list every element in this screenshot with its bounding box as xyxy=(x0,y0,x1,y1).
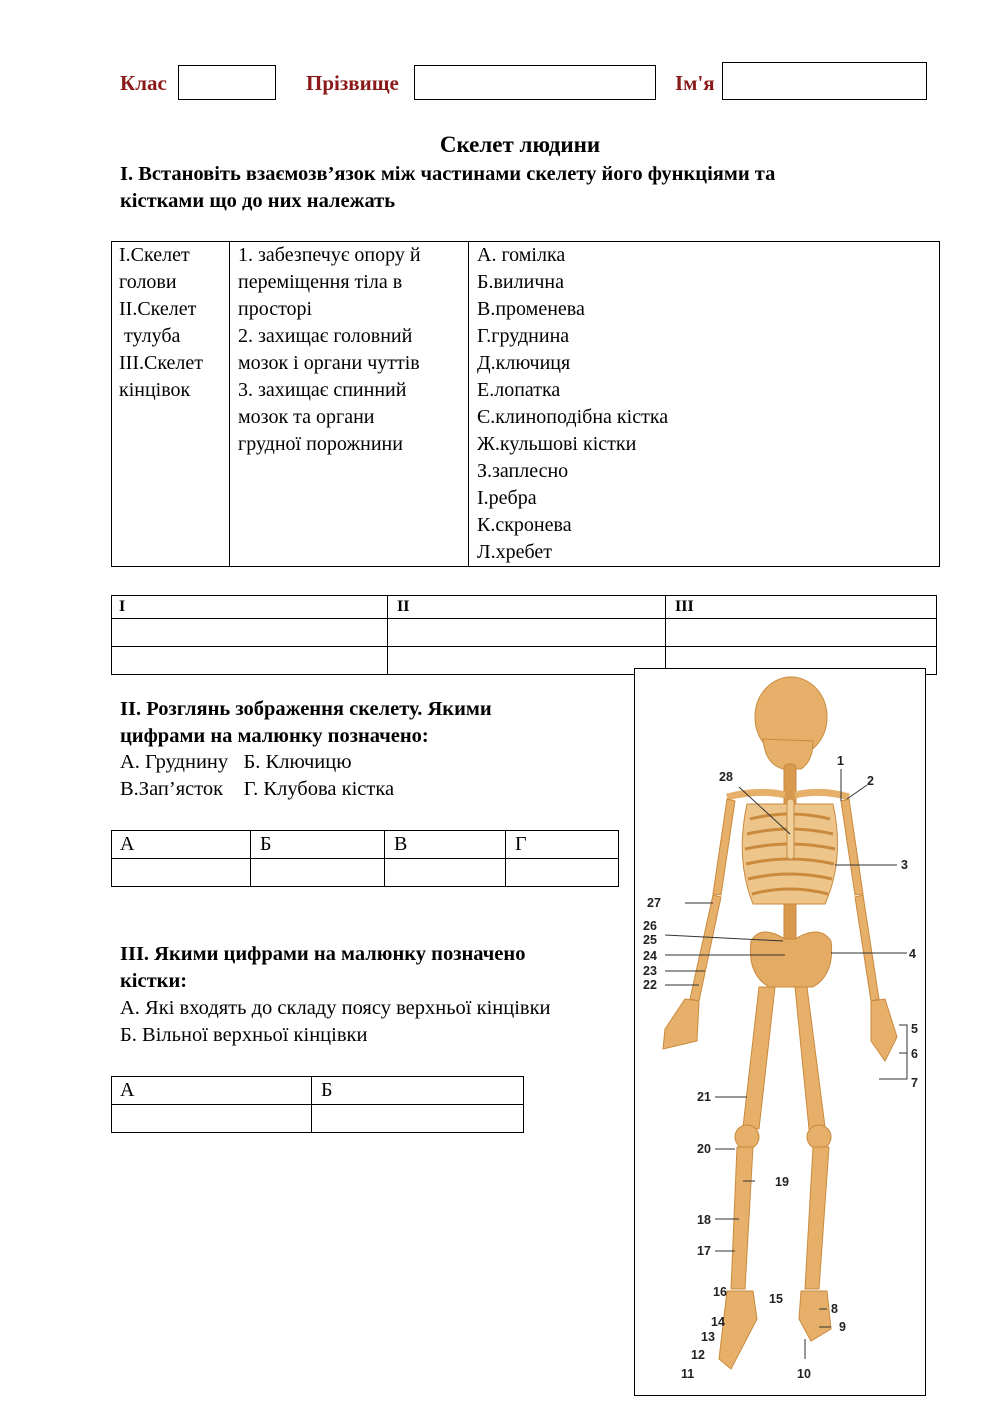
function-line: мозок і органи чуттів xyxy=(238,352,420,374)
parts-cell xyxy=(112,242,230,567)
label-22: 22 xyxy=(643,978,657,992)
part-line: ІІІ.Скелет xyxy=(119,352,204,374)
function-line: переміщення тіла в xyxy=(238,271,403,293)
task2-header-g: Г xyxy=(506,831,619,859)
bones-cell xyxy=(469,242,940,567)
label-28: 28 xyxy=(719,770,733,784)
answer-cell[interactable] xyxy=(112,619,388,647)
bone-option: І.ребра xyxy=(477,487,537,509)
label-17: 17 xyxy=(697,1244,711,1258)
task2-heading-line1: ІІ. Розглянь зображення скелету. Якими xyxy=(120,698,492,720)
label-26: 26 xyxy=(643,919,657,933)
part-line: голови xyxy=(119,271,177,293)
answer-cell[interactable] xyxy=(385,859,506,887)
surname-label: Прізвище xyxy=(306,71,399,95)
left-humerus xyxy=(713,799,735,895)
function-line: мозок та органи xyxy=(238,406,375,428)
class-label: Клас xyxy=(120,71,167,95)
label-1: 1 xyxy=(837,754,844,768)
task2-line1: А. Груднину Б. Ключицю xyxy=(120,751,352,773)
answer-input[interactable] xyxy=(318,1108,517,1129)
task2-header-a: А xyxy=(112,831,251,859)
label-23: 23 xyxy=(643,964,657,978)
label-24: 24 xyxy=(643,949,657,963)
class-input[interactable] xyxy=(178,65,276,100)
task3-header-a: А xyxy=(112,1077,312,1105)
answer-header-2: ІІ xyxy=(388,596,666,619)
label-14: 14 xyxy=(711,1315,725,1329)
label-8: 8 xyxy=(831,1302,838,1316)
sternum-shape xyxy=(787,799,794,859)
label-12: 12 xyxy=(691,1348,705,1362)
right-forearm xyxy=(855,895,879,1001)
label-3: 3 xyxy=(901,858,908,872)
answer-cell[interactable] xyxy=(312,1105,524,1133)
bone-option: К.скронева xyxy=(477,514,572,536)
matching-table xyxy=(111,241,940,567)
answer-cell[interactable] xyxy=(112,1105,312,1133)
answer-cell[interactable] xyxy=(112,859,251,887)
task3-line2: Б. Вільної верхньої кінцівки xyxy=(120,1024,368,1046)
label-16: 16 xyxy=(713,1285,727,1299)
skeleton-illustration xyxy=(635,669,925,1395)
part-line: кінцівок xyxy=(119,379,191,401)
name-label: Ім'я xyxy=(675,71,715,95)
answer-input[interactable] xyxy=(118,650,381,671)
bone-option: Д.ключиця xyxy=(477,352,571,374)
answer-input[interactable] xyxy=(672,622,930,643)
answer-input[interactable] xyxy=(118,1108,305,1129)
right-femur xyxy=(795,987,825,1129)
answer-cell[interactable] xyxy=(112,647,388,675)
answer-cell[interactable] xyxy=(666,619,937,647)
task3-heading-line1: ІІІ. Якими цифрами на малюнку позначено xyxy=(120,943,526,965)
function-line: грудної порожнини xyxy=(238,433,403,455)
answer-cell[interactable] xyxy=(251,859,385,887)
label-4: 4 xyxy=(909,947,916,961)
bone-option: В.променева xyxy=(477,298,585,320)
name-input[interactable] xyxy=(722,62,927,100)
right-shin xyxy=(805,1147,829,1289)
answer-input[interactable] xyxy=(118,622,381,643)
task2-header-v: В xyxy=(385,831,506,859)
bone-option: Г.груднина xyxy=(477,325,570,347)
answer-input[interactable] xyxy=(118,862,244,883)
bone-option: Е.лопатка xyxy=(477,379,561,401)
answer-cell[interactable] xyxy=(506,859,619,887)
functions-cell xyxy=(230,242,469,567)
task3-heading-line2: кістки: xyxy=(120,970,188,992)
label-18: 18 xyxy=(697,1213,711,1227)
label-9: 9 xyxy=(839,1320,846,1334)
left-hand xyxy=(663,999,699,1049)
label-11: 11 xyxy=(681,1367,695,1381)
label-6: 6 xyxy=(911,1047,918,1061)
bone-option: З.заплесно xyxy=(477,460,569,482)
page-title: Скелет людини xyxy=(439,132,601,157)
right-humerus xyxy=(841,799,863,895)
answer-input[interactable] xyxy=(512,862,612,883)
answer-header-1: І xyxy=(112,596,388,619)
function-line: просторі xyxy=(238,298,313,320)
task2-heading-line2: цифрами на малюнку позначено: xyxy=(120,725,429,747)
left-shin xyxy=(731,1147,753,1289)
task1-heading-line1: І. Встановіть взаємозв’язок між частинами скелету його функціями та xyxy=(120,163,776,185)
task2-line2: В.Зап’ясток Г. Клубова кістка xyxy=(120,778,395,800)
label-27: 27 xyxy=(647,896,661,910)
task1-answer-table xyxy=(111,595,937,675)
right-foot xyxy=(799,1291,831,1341)
task3-line1: А. Які входять до складу поясу верхньої кінцівки xyxy=(120,997,551,1019)
left-foot xyxy=(719,1291,757,1369)
answer-header-3: ІІІ xyxy=(666,596,937,619)
label-13: 13 xyxy=(701,1330,715,1344)
bone-option: А. гомілка xyxy=(477,244,566,266)
left-knee xyxy=(735,1125,759,1149)
task3-header-b: Б xyxy=(312,1077,524,1105)
left-clavicle xyxy=(727,792,785,797)
task2-header-b: Б xyxy=(251,831,385,859)
bone-option: Б.вилична xyxy=(477,271,564,293)
skeleton-figure xyxy=(634,668,926,1396)
task3-answer-table xyxy=(111,1076,524,1133)
part-line: тулуба xyxy=(119,325,181,347)
bone-option: Ж.кульшові кістки xyxy=(477,433,637,455)
label-2: 2 xyxy=(867,774,874,788)
label-5: 5 xyxy=(911,1022,918,1036)
label-7: 7 xyxy=(911,1076,918,1090)
task1-heading-line2: кістками що до них належать xyxy=(120,190,396,212)
right-knee xyxy=(807,1125,831,1149)
answer-input[interactable] xyxy=(394,650,659,671)
right-hand xyxy=(871,999,897,1061)
skeleton-body xyxy=(663,677,897,1369)
surname-input[interactable] xyxy=(414,65,656,100)
label-10: 10 xyxy=(797,1367,811,1381)
part-line: ІІ.Скелет xyxy=(119,298,197,320)
answer-cell[interactable] xyxy=(388,619,666,647)
left-femur xyxy=(743,987,775,1129)
answer-input[interactable] xyxy=(391,862,499,883)
function-line: 3. захищає спинний xyxy=(238,379,407,401)
function-line: 1. забезпечує опору й xyxy=(238,244,421,266)
bone-option: Є.клиноподібна кістка xyxy=(477,406,669,428)
label-20: 20 xyxy=(697,1142,711,1156)
bone-option: Л.хребет xyxy=(477,541,552,563)
task2-answer-table xyxy=(111,830,619,887)
answer-input[interactable] xyxy=(257,862,378,883)
label-19: 19 xyxy=(775,1175,789,1189)
part-line: І.Скелет xyxy=(119,244,190,266)
answer-input[interactable] xyxy=(394,622,659,643)
function-line: 2. захищає головний xyxy=(238,325,413,347)
label-25: 25 xyxy=(643,933,657,947)
answer-cell[interactable] xyxy=(388,647,666,675)
label-15: 15 xyxy=(769,1292,783,1306)
label-21: 21 xyxy=(697,1090,711,1104)
